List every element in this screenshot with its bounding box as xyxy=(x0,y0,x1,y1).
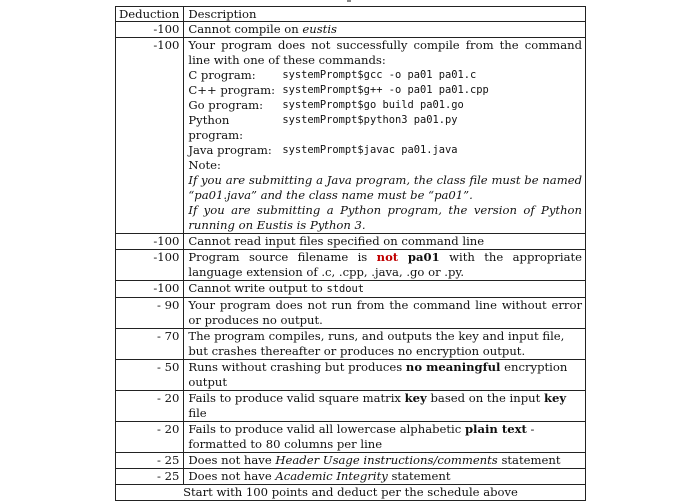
filename-emphasis: pa01 xyxy=(398,250,440,264)
bold-emphasis: key xyxy=(543,391,567,405)
description-text: statement xyxy=(497,453,561,467)
command-line-cpp xyxy=(188,83,582,98)
command-text: systemPrompt$javac pa01.java xyxy=(282,144,458,156)
note-java: If you are submitting a Java program, the class file must be named “pa01.java” and the class name must be “pa01”. xyxy=(188,173,582,202)
table-row xyxy=(116,22,586,38)
command-line-python xyxy=(188,113,582,143)
description-text: Runs without crashing but produces xyxy=(188,360,406,374)
description-cell xyxy=(184,391,586,422)
table-footer-row xyxy=(116,485,586,501)
footer-note: Start with 100 points and deduct per the schedule above xyxy=(116,485,586,501)
command-text: systemPrompt$go build pa01.go xyxy=(282,99,464,111)
command-text: systemPrompt$python3 pa01.py xyxy=(282,114,458,126)
italic-emphasis: Header Usage instructions/comments xyxy=(275,453,498,467)
command-label: Python program: xyxy=(188,113,244,142)
command-line-c xyxy=(188,68,582,83)
bold-emphasis: plain text xyxy=(464,422,527,436)
description-cell xyxy=(184,281,586,298)
deduction-value: - 25 xyxy=(116,453,184,469)
table-row xyxy=(116,469,586,485)
table-row xyxy=(116,281,586,298)
description-text: Your program does not run from the command line without error or produces no output. xyxy=(184,298,586,329)
command-label: Java program: xyxy=(188,143,272,157)
table-row xyxy=(116,360,586,391)
command-line-go xyxy=(188,98,582,113)
table-row xyxy=(116,391,586,422)
table-row xyxy=(116,422,586,453)
deduction-value: -100 xyxy=(116,281,184,298)
description-cell xyxy=(184,22,586,38)
command-label: C++ program: xyxy=(188,83,276,97)
deduction-value: - 20 xyxy=(116,422,184,453)
note-python: If you are submitting a Python program, the version of Python running on Eustis is Python 3. xyxy=(188,203,582,232)
description-text: Fails to produce valid all lowercase alphabetic xyxy=(188,422,465,436)
command-text: systemPrompt$gcc -o pa01 pa01.c xyxy=(282,69,477,81)
description-cell xyxy=(184,360,586,391)
grading-rubric-table xyxy=(115,6,586,501)
deduction-value: -100 xyxy=(116,234,184,250)
command-text: systemPrompt$g++ -o pa01 pa01.cpp xyxy=(282,84,489,96)
description-cell xyxy=(184,422,586,453)
header-description: Description xyxy=(184,7,586,22)
command-line-java xyxy=(188,143,582,158)
deduction-value: -100 xyxy=(116,22,184,38)
compile-intro: Your program does not successfully compile from the command line with one of these commands: xyxy=(188,38,582,67)
deduction-value: - 25 xyxy=(116,469,184,485)
deduction-value: -100 xyxy=(116,38,184,234)
table-row xyxy=(116,453,586,469)
top-edge-mark xyxy=(0,0,700,3)
command-label: Go program: xyxy=(188,98,264,112)
description-text: encryption output xyxy=(188,360,568,389)
table-header-row xyxy=(116,7,586,22)
deduction-value: -100 xyxy=(116,250,184,281)
table-row xyxy=(116,250,586,281)
description-text: Program source filename is xyxy=(188,250,377,264)
description-text: with the appropriate language extension of .c, .cpp, .java, .go or .py. xyxy=(188,250,583,279)
description-text: statement xyxy=(387,469,451,483)
note-label: Note: xyxy=(188,158,221,172)
deduction-value: - 70 xyxy=(116,329,184,360)
command-label: C program: xyxy=(188,68,256,82)
table-row xyxy=(116,234,586,250)
description-cell xyxy=(184,38,586,234)
description-text: Cannot compile on xyxy=(188,22,303,36)
description-text: based on the input xyxy=(426,391,544,405)
description-text: Cannot read input files specified on command line xyxy=(184,234,586,250)
stdout-code: stdout xyxy=(326,283,364,295)
deduction-value: - 90 xyxy=(116,298,184,329)
bold-emphasis: key xyxy=(404,391,427,405)
table-row xyxy=(116,329,586,360)
description-cell xyxy=(184,453,586,469)
table-row xyxy=(116,38,586,234)
description-text: Cannot write output to xyxy=(188,281,327,295)
server-name: eustis xyxy=(302,22,337,36)
description-cell xyxy=(184,250,586,281)
italic-emphasis: Academic Integrity xyxy=(275,469,388,483)
description-text: The program compiles, runs, and outputs the key and input file, but crashes thereafter or produces no encryption output. xyxy=(184,329,586,360)
description-text: Does not have xyxy=(188,453,276,467)
description-text: Does not have xyxy=(188,469,276,483)
emphasis-not: not xyxy=(376,250,399,264)
bold-emphasis: no meaningful xyxy=(405,360,501,374)
description-text: file xyxy=(188,406,207,420)
deduction-value: - 50 xyxy=(116,360,184,391)
description-text: Fails to produce valid square matrix xyxy=(188,391,405,405)
description-text: - formatted to 80 columns per line xyxy=(188,422,535,451)
header-deduction: Deduction xyxy=(116,7,184,22)
deduction-value: - 20 xyxy=(116,391,184,422)
table-row xyxy=(116,298,586,329)
description-cell xyxy=(184,469,586,485)
